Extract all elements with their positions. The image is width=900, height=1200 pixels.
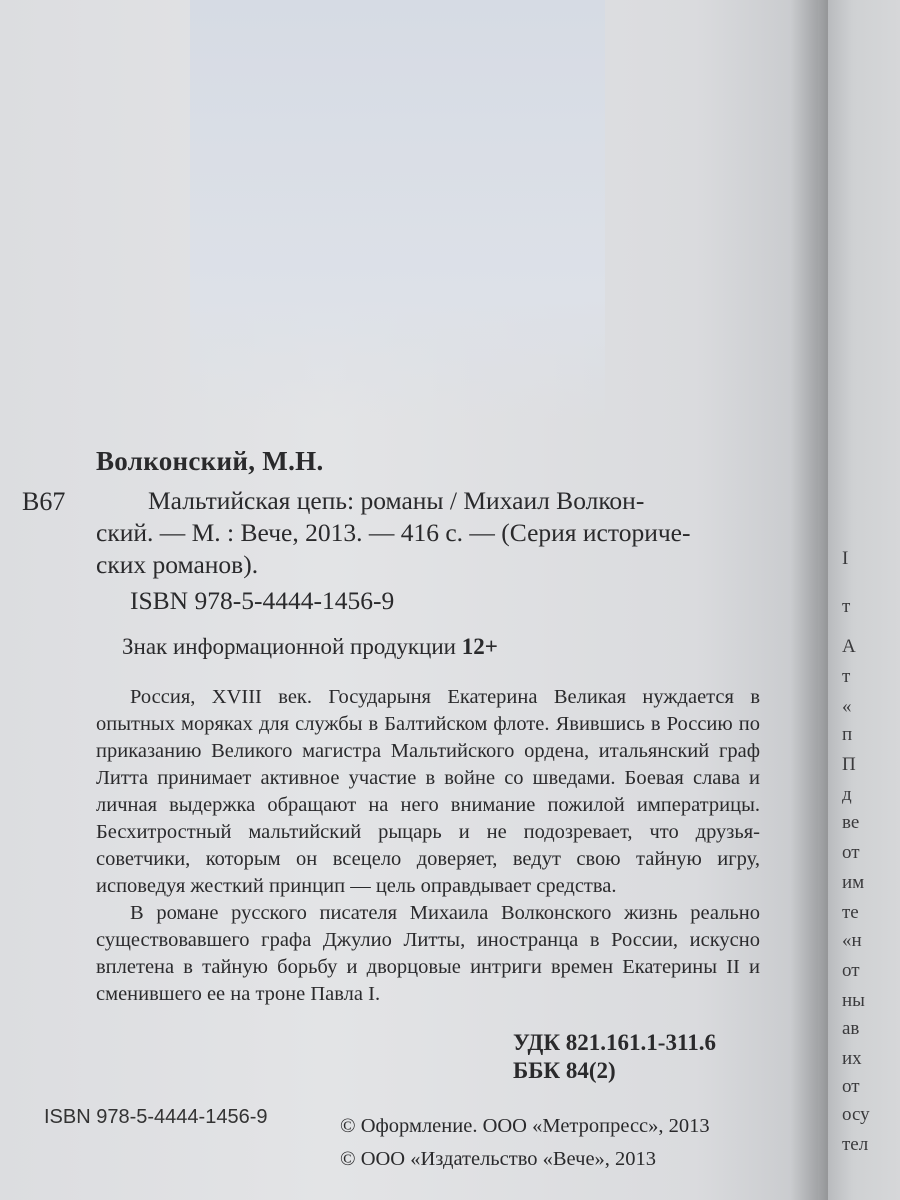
info-mark-text: Знак информационной продукции [122,634,456,659]
next-page-fragment: ав [842,1018,860,1039]
next-page-fragment: им [842,872,865,893]
next-page-fragment: I [842,548,849,569]
annotation-paragraph: Россия, XVIII век. Государыня Екатерина Великая нуждается в опытных моряках для службы в Балтийском флоте. Явившись в Россию по приказанию Великого магистра Мальтийского ордена, итальянский граф Литта принимает активное участие в войне со шведами. Боевая слава и личная выдержка обращают на него внимание пожилой императрицы. Бесхитростный мальтийский рыцарь и не подозревает, что друзья-советчики, которым он всецело доверяет, ведут свою тайную игру, исповедуя жесткий принцип — цель оправдывает средства. [96,686,760,897]
next-page-fragment: их [842,1048,862,1069]
next-page-fragment: от [842,842,860,863]
next-page-fragment: от [842,1076,860,1097]
next-page-fragment: А [842,636,856,657]
next-page-fragment: « [842,696,852,717]
next-page-fragment: тел [842,1134,869,1155]
annotation-paragraph: В романе русского писателя Михаила Волконского жизнь реально существовавшего графа Джулио Литты, иностранца в России, искусно вплетена в тайную борьбу и дворцовые интриги времен Екатерины II и сменившего ее на троне Павла I. [96,902,760,1005]
next-page-fragment: д [842,784,852,805]
next-page-fragment: т [842,666,851,687]
age-rating: 12+ [461,634,498,659]
udk-code: УДК 821.161.1-311.6 [513,1030,716,1055]
biblio-line: ский. — М. : Вече, 2013. — 416 с. — (Серия историче- [96,518,691,547]
classification-code: В67 [22,487,66,516]
gutter-shadow [790,0,830,1200]
next-page-fragment: от [842,960,860,981]
copyright-publisher: © ООО «Издательство «Вече», 2013 [340,1148,657,1170]
next-page-fragment: «н [842,930,862,951]
next-page-fragment: осу [842,1104,870,1125]
copyright-design: © Оформление. ООО «Метропресс», 2013 [340,1115,710,1137]
next-page-fragment: т [842,596,851,617]
next-page-fragment: ны [842,990,865,1011]
biblio-line: Мальтийская цепь: романы / Михаил Волкон- [148,486,645,515]
isbn: ISBN 978-5-4444-1456-9 [130,586,395,615]
next-page-fragment: те [842,902,859,923]
info-product-mark [122,634,498,660]
annotation [96,684,760,1008]
author-heading: Волконский, М.Н. [96,446,324,476]
adjacent-page-edge [828,0,900,1200]
watermark-band [190,0,605,420]
isbn-bottom: ISBN 978-5-4444-1456-9 [44,1106,268,1128]
bbk-code: ББК 84(2) [513,1058,616,1083]
bibliographic-description [96,485,778,581]
next-page-fragment: ве [842,812,860,833]
next-page-fragment: П [842,754,856,775]
next-page-fragment: п [842,724,853,745]
biblio-line: ских романов). [96,550,259,579]
